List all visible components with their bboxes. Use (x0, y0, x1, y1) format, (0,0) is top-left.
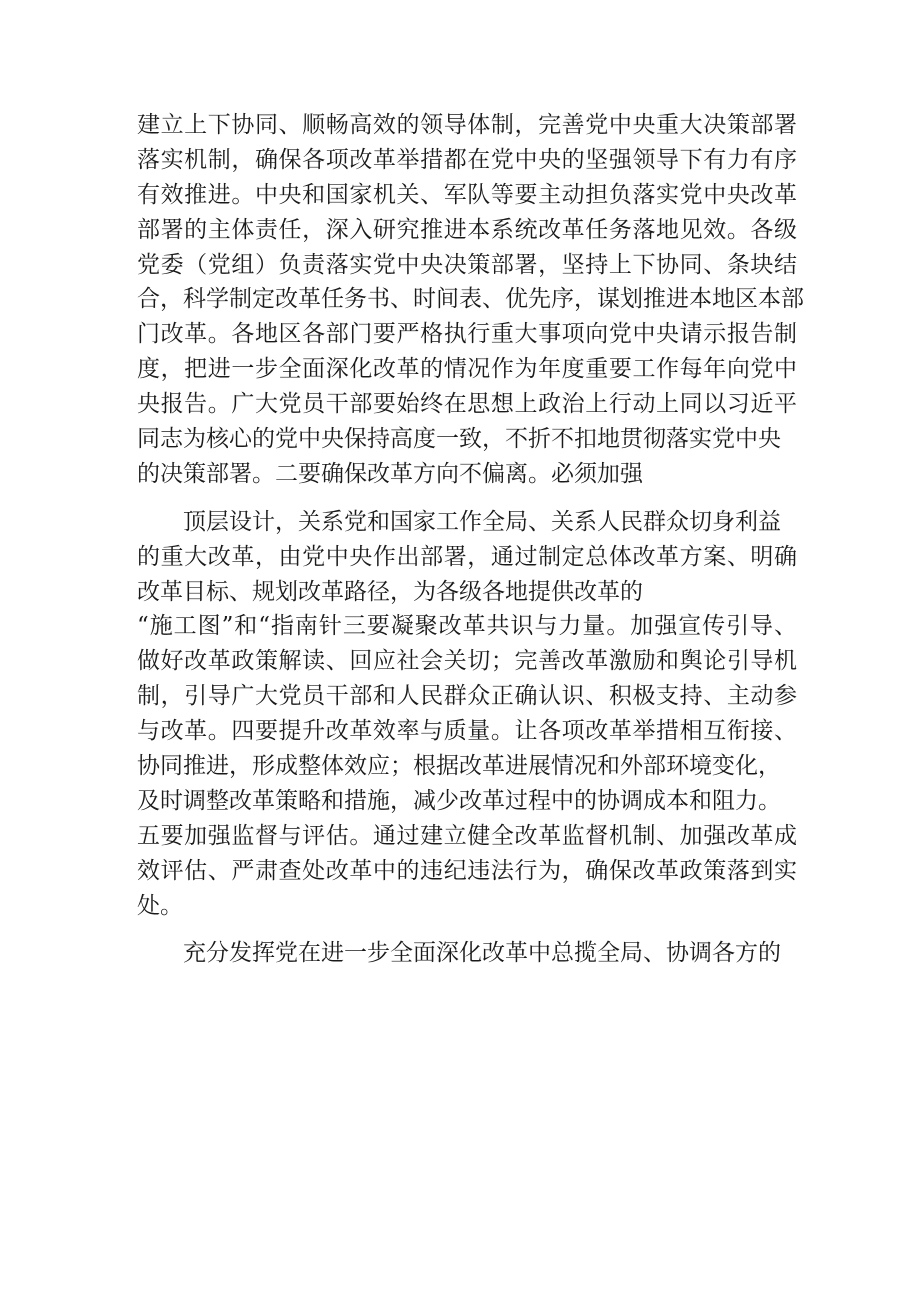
text-line: 部署的主体责任，深入研究推进本系统改革任务落地见效。各级 (137, 216, 797, 243)
text-line: 及时调整改革策略和措施，减少改革过程中的协调成本和阻力。 (137, 787, 781, 814)
text-line: 落实机制，确保各项改革举措都在党中央的坚强领导下有力有序 (137, 146, 797, 173)
text-line: 顶层设计，关系党和国家工作全局、关系人民群众切身利益 (183, 508, 781, 535)
text-line: 与改革。四要提升改革效率与质量。让各项改革举措相互衔接、 (137, 718, 797, 745)
text-line: 改革目标、规划改革路径，为各级各地提供改革的 (137, 578, 643, 605)
text-line: 的重大改革，由党中央作出部署，通过制定总体改革方案、明确 (137, 543, 797, 570)
text-line: “施工图”和“指南针三要凝聚改革共识与力量。加强宣传引导、 (137, 613, 797, 640)
paragraph (137, 108, 804, 492)
text-line: 的决策部署。二要确保改革方向不偏离。必须加强 (137, 460, 643, 487)
text-line: 门改革。各地区各部门要严格执行重大事项向党中央请示报告制 (137, 321, 797, 348)
text-line: 效评估、严肃查处改革中的违纪违法行为，确保改革政策落到实 (137, 857, 797, 884)
paragraph (137, 936, 797, 971)
text-line: 同志为核心的党中央保持高度一致，不折不扣地贯彻落实党中央 (137, 426, 781, 453)
text-line: 五要加强监督与评估。通过建立健全改革监督机制、加强改革成 (137, 822, 797, 849)
text-line: 协同推进，形成整体效应；根据改革进展情况和外部环境变化， (137, 753, 781, 780)
paragraph-gap (137, 923, 797, 936)
text-line: 建立上下协同、顺畅高效的领导体制，完善党中央重大决策部署 (137, 112, 797, 138)
text-line: 央报告。广大党员干部要始终在思想上政治上行动上同以习近平 (137, 391, 797, 418)
paragraph (137, 505, 797, 924)
text-line: 度，把进一步全面深化改革的情况作为年度重要工作每年向党中 (137, 356, 797, 383)
text-line: 充分发挥党在进一步全面深化改革中总揽全局、协调各方的 (183, 940, 781, 967)
text-line: 有效推进。中央和国家机关、军队等要主动担负落实党中央改革 (137, 181, 797, 208)
text-line: 合，科学制定改革任务书、时间表、优先序，谋划推进本地区本部 (137, 286, 804, 313)
text-line: 做好改革政策解读、回应社会关切；完善改革激励和舆论引导机 (137, 648, 797, 675)
text-line: 党委（党组）负责落实党中央决策部署，坚持上下协同、条块结 (137, 251, 797, 278)
paragraph-gap (137, 492, 797, 505)
text-line: 制，引导广大党员干部和人民群众正确认识、积极支持、主动参 (137, 683, 797, 710)
text-line: 处。 (137, 892, 183, 919)
document-body (137, 108, 804, 971)
